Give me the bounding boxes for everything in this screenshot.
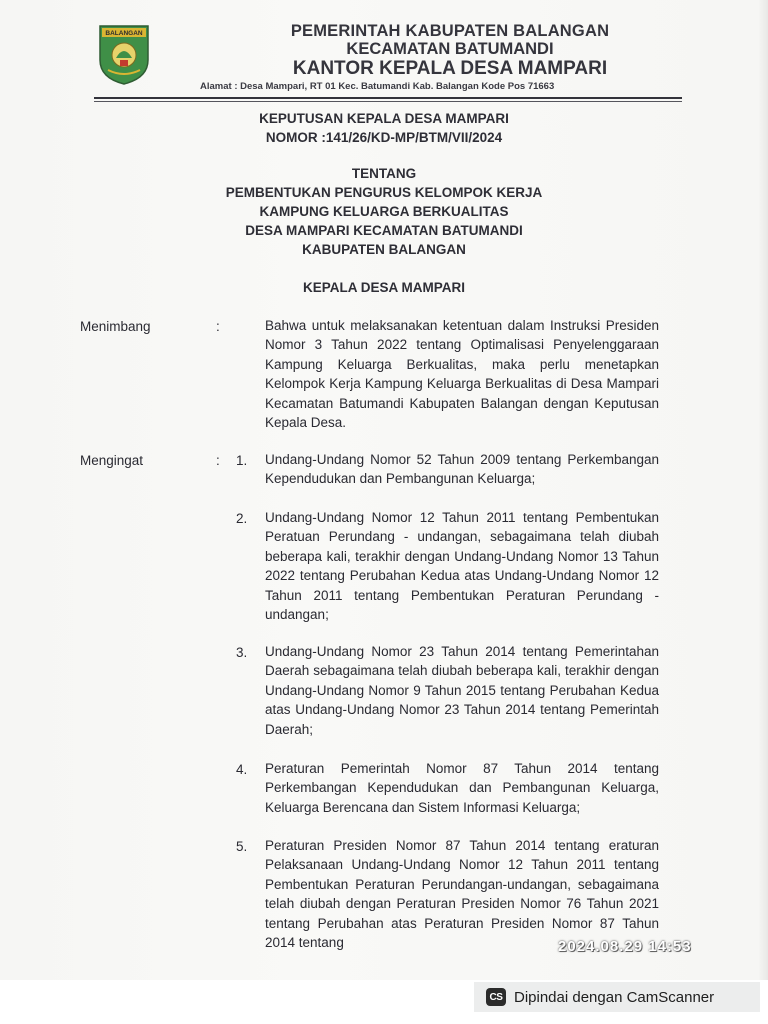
menimbang-label: Menimbang [80, 319, 151, 334]
letterhead-rule-thin [94, 101, 682, 102]
mengingat-item-number: 1. [236, 453, 248, 468]
decree-about: TENTANG [351, 166, 417, 181]
photo-timestamp: 2024.08.29 14:53 [558, 938, 692, 955]
mengingat-item-number: 4. [236, 762, 248, 777]
mengingat-item-text: Undang-Undang Nomor 52 Tahun 2009 tentang Perkembangan Kependudukan dan Pembangunan Keluarga; [265, 452, 659, 487]
mengingat-item-number: 3. [236, 645, 248, 660]
camscanner-badge [474, 982, 760, 1012]
cs-logo-icon: CS [486, 988, 506, 1006]
letterhead-district: KECAMATAN BATUMANDI [346, 40, 554, 58]
svg-text:BALANGAN: BALANGAN [105, 30, 143, 38]
letterhead-government: PEMERINTAH KABUPATEN BALANGAN [290, 22, 610, 40]
menimbang-text: Bahwa untuk melaksanakan ketentuan dalam Instruksi Presiden Nomor 3 Tahun 2022 tentang Optimalisasi Penyelenggaraan Kampung Keluarga Berkualitas, maka perlu menetapkan Kelompok Kerja Kampung Keluarga Berkualitas di Desa Mampari Kecamatan Batumandi Kabupaten Balangan dengan Keputusan Kepala Desa. [265, 318, 659, 431]
decree-number: NOMOR :141/26/KD-MP/BTM/VII/2024 [265, 130, 503, 145]
mengingat-label: Mengingat [80, 453, 144, 468]
decree-issuer: KEPALA DESA MAMPARI [303, 280, 465, 295]
mengingat-item-number: 5. [236, 839, 248, 854]
decree-subject-line: KAMPUNG KELUARGA BERKUALITAS [259, 204, 509, 219]
mengingat-item-text: Peraturan Pemerintah Nomor 87 Tahun 2014 tentang Perkembangan Kependudukan dan Pembangunan Keluarga, Keluarga Berencana dan Sistem Informasi Keluarga; [265, 761, 659, 815]
mengingat-colon: : [216, 453, 220, 468]
balangan-regency-emblem-icon [96, 22, 152, 86]
camscanner-label: Dipindai dengan CamScanner [514, 988, 715, 1006]
mengingat-item-text: Undang-Undang Nomor 23 Tahun 2014 tentang Pemerintahan Daerah sebagaimana telah diubah beberapa kali, terakhir dengan Undang-Undang Nomor 9 Tahun 2015 tentang Perubahan Kedua atas Undang-Undang Nomor 23 Tahun 2014 tentang Pemerintah Daerah; [265, 644, 659, 737]
letterhead-rule [94, 97, 682, 99]
letterhead-address: Alamat : Desa Mampari, RT 01 Kec. Batumandi Kab. Balangan Kode Pos 71663 [200, 81, 555, 92]
letterhead-office: KANTOR KEPALA DESA MAMPARI [292, 58, 608, 79]
decree-title: KEPUTUSAN KEPALA DESA MAMPARI [259, 111, 509, 126]
mengingat-item-text: Undang-Undang Nomor 12 Tahun 2011 tentang Pembentukan Peratuan Perundang - undangan, sebagaimana telah diubah beberapa kali, terakhir dengan Undang-Undang Nomor 13 Tahun 2022 tentang Perubahan Kedua atas Undang-Undang Nomor 12 Tahun 2011 tentang Pembentukan Peraturan Perundang - undangan; [265, 510, 659, 623]
decree-subject-line: DESA MAMPARI KECAMATAN BATUMANDI [245, 223, 523, 238]
menimbang-colon: : [216, 319, 220, 334]
decree-subject-line: PEMBENTUKAN PENGURUS KELOMPOK KERJA [225, 185, 543, 200]
mengingat-item-number: 2. [236, 511, 248, 526]
mengingat-item-text: Peraturan Presiden Nomor 87 Tahun 2014 tentang eraturan Pelaksanaan Undang-Undang Nomor 12 Tahun 2011 tentang Pembentukan Peraturan Perundangan-undangan, sebagaimana telah diubah dengan Peraturan Presiden Nomor 76 Tahun 2021 tentang Perubahan atas Peraturan Presiden Nomor 87 Tahun 2014 tentang [265, 838, 659, 951]
page-edge-shadow [758, 0, 768, 1024]
decree-subject-line: KABUPATEN BALANGAN [302, 242, 466, 257]
